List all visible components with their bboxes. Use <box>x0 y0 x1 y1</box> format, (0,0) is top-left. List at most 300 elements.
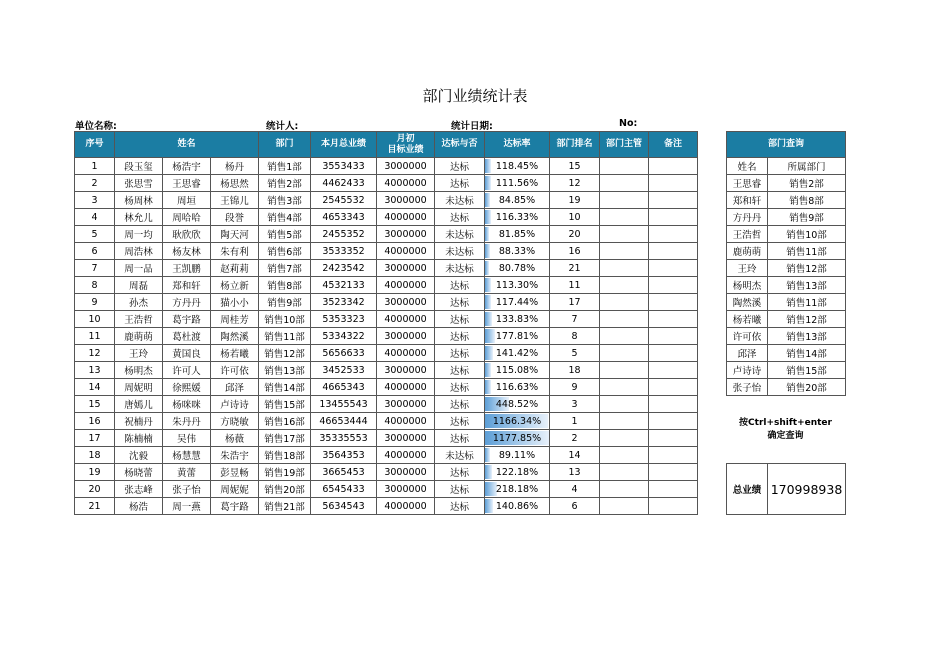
cell-name-3[interactable]: 杨若曦 <box>211 345 259 362</box>
cell-month-perf[interactable]: 4653343 <box>311 209 377 226</box>
cell-rank[interactable]: 10 <box>550 209 600 226</box>
cell-rate[interactable] <box>485 158 550 175</box>
lookup-dept[interactable]: 销售10部 <box>768 226 846 243</box>
cell-manager[interactable] <box>600 413 649 430</box>
cell-dept[interactable]: 销售19部 <box>259 464 311 481</box>
cell-name-1[interactable]: 周浩林 <box>115 243 163 260</box>
rate-text: 117.44% <box>495 296 539 308</box>
cell-month-perf[interactable]: 5656633 <box>311 345 377 362</box>
cell-month-perf[interactable]: 3564353 <box>311 447 377 464</box>
cell-dept[interactable]: 销售11部 <box>259 328 311 345</box>
cell-name-3[interactable]: 方晓敏 <box>211 413 259 430</box>
cell-target[interactable]: 3000000 <box>377 226 435 243</box>
cell-remark[interactable] <box>649 260 698 277</box>
lookup-dept[interactable]: 销售12部 <box>768 260 846 277</box>
lookup-name[interactable]: 邱泽 <box>727 345 768 362</box>
cell-manager[interactable] <box>600 175 649 192</box>
cell-rate[interactable] <box>485 464 550 481</box>
cell-name-1[interactable]: 周一品 <box>115 260 163 277</box>
cell-month-perf[interactable]: 3553433 <box>311 158 377 175</box>
rate-text: 115.08% <box>495 364 539 376</box>
cell-target[interactable]: 4000000 <box>377 311 435 328</box>
cell-seq[interactable]: 2 <box>75 175 115 192</box>
lookup-title[interactable]: 部门查询 <box>727 132 846 158</box>
lookup-name[interactable]: 张子怡 <box>727 379 768 396</box>
cell-month-perf[interactable]: 35335553 <box>311 430 377 447</box>
cell-seq[interactable]: 20 <box>75 481 115 498</box>
cell-manager[interactable] <box>600 447 649 464</box>
cell-name-3[interactable]: 杨立新 <box>211 277 259 294</box>
cell-rank[interactable]: 20 <box>550 226 600 243</box>
header-target[interactable] <box>377 132 435 158</box>
cell-status[interactable]: 达标 <box>435 294 485 311</box>
cell-seq[interactable]: 17 <box>75 430 115 447</box>
cell-dept[interactable]: 销售12部 <box>259 345 311 362</box>
cell-rate[interactable] <box>485 498 550 515</box>
cell-name-1[interactable]: 杨晓蕾 <box>115 464 163 481</box>
cell-name-1[interactable]: 沈毅 <box>115 447 163 464</box>
cell-target[interactable]: 3000000 <box>377 192 435 209</box>
lookup-name[interactable]: 王思睿 <box>727 175 768 192</box>
cell-name-3[interactable]: 王锦儿 <box>211 192 259 209</box>
cell-rate[interactable] <box>485 277 550 294</box>
cell-remark[interactable] <box>649 447 698 464</box>
cell-remark[interactable] <box>649 209 698 226</box>
cell-rank[interactable]: 19 <box>550 192 600 209</box>
lookup-dept[interactable]: 销售12部 <box>768 311 846 328</box>
cell-rank[interactable]: 13 <box>550 464 600 481</box>
lookup-name[interactable]: 郑和轩 <box>727 192 768 209</box>
cell-status[interactable]: 达标 <box>435 481 485 498</box>
cell-name-3[interactable]: 朱浩宇 <box>211 447 259 464</box>
cell-manager[interactable] <box>600 396 649 413</box>
header-rate[interactable]: 达标率 <box>485 132 550 158</box>
cell-name-2[interactable]: 周哈哈 <box>163 209 211 226</box>
cell-manager[interactable] <box>600 430 649 447</box>
cell-manager[interactable] <box>600 345 649 362</box>
cell-remark[interactable] <box>649 328 698 345</box>
cell-target[interactable]: 4000000 <box>377 243 435 260</box>
cell-rate[interactable] <box>485 226 550 243</box>
cell-month-perf[interactable]: 2423542 <box>311 260 377 277</box>
cell-rank[interactable]: 4 <box>550 481 600 498</box>
cell-name-2[interactable]: 王凯鹏 <box>163 260 211 277</box>
cell-month-perf[interactable]: 3665453 <box>311 464 377 481</box>
lookup-name[interactable]: 鹿萌萌 <box>727 243 768 260</box>
cell-name-2[interactable]: 张子怡 <box>163 481 211 498</box>
cell-seq[interactable]: 7 <box>75 260 115 277</box>
cell-manager[interactable] <box>600 464 649 481</box>
cell-remark[interactable] <box>649 294 698 311</box>
cell-month-perf[interactable]: 5634543 <box>311 498 377 515</box>
cell-remark[interactable] <box>649 464 698 481</box>
cell-manager[interactable] <box>600 311 649 328</box>
cell-remark[interactable] <box>649 243 698 260</box>
cell-manager[interactable] <box>600 362 649 379</box>
rate-text: 218.18% <box>495 483 539 495</box>
cell-rate[interactable] <box>485 362 550 379</box>
cell-dept[interactable]: 销售4部 <box>259 209 311 226</box>
cell-remark[interactable] <box>649 277 698 294</box>
cell-name-3[interactable]: 陶然溪 <box>211 328 259 345</box>
cell-status[interactable]: 达标 <box>435 430 485 447</box>
cell-remark[interactable] <box>649 158 698 175</box>
cell-remark[interactable] <box>649 175 698 192</box>
cell-dept[interactable]: 销售2部 <box>259 175 311 192</box>
cell-status[interactable]: 未达标 <box>435 226 485 243</box>
cell-name-3[interactable]: 赵莉莉 <box>211 260 259 277</box>
cell-dept[interactable]: 销售15部 <box>259 396 311 413</box>
lookup-dept[interactable]: 销售8部 <box>768 192 846 209</box>
lookup-dept[interactable]: 销售15部 <box>768 362 846 379</box>
cell-name-1[interactable]: 周一均 <box>115 226 163 243</box>
cell-seq[interactable]: 9 <box>75 294 115 311</box>
cell-status[interactable]: 达标 <box>435 413 485 430</box>
cell-name-3[interactable]: 葛宇路 <box>211 498 259 515</box>
lookup-dept[interactable]: 销售20部 <box>768 379 846 396</box>
cell-dept[interactable]: 销售13部 <box>259 362 311 379</box>
cell-rank[interactable]: 17 <box>550 294 600 311</box>
lookup-row <box>727 345 846 362</box>
cell-remark[interactable] <box>649 396 698 413</box>
cell-status[interactable]: 达标 <box>435 396 485 413</box>
lookup-name[interactable]: 卢诗诗 <box>727 362 768 379</box>
cell-rank[interactable]: 21 <box>550 260 600 277</box>
cell-rank[interactable]: 7 <box>550 311 600 328</box>
cell-month-perf[interactable]: 2455352 <box>311 226 377 243</box>
cell-manager[interactable] <box>600 481 649 498</box>
cell-name-2[interactable]: 葛宇路 <box>163 311 211 328</box>
cell-name-1[interactable]: 张思雪 <box>115 175 163 192</box>
cell-rate[interactable] <box>485 430 550 447</box>
cell-name-1[interactable]: 周妮明 <box>115 379 163 396</box>
cell-status[interactable]: 未达标 <box>435 260 485 277</box>
cell-name-1[interactable]: 周磊 <box>115 277 163 294</box>
cell-remark[interactable] <box>649 226 698 243</box>
lookup-col-dept[interactable]: 所属部门 <box>768 158 846 175</box>
cell-target[interactable]: 4000000 <box>377 175 435 192</box>
cell-target[interactable]: 4000000 <box>377 379 435 396</box>
cell-dept[interactable]: 销售21部 <box>259 498 311 515</box>
header-seq[interactable]: 序号 <box>75 132 115 158</box>
cell-status[interactable]: 未达标 <box>435 192 485 209</box>
cell-dept[interactable]: 销售7部 <box>259 260 311 277</box>
cell-month-perf[interactable]: 2545532 <box>311 192 377 209</box>
cell-rate[interactable] <box>485 209 550 226</box>
cell-target[interactable]: 3000000 <box>377 294 435 311</box>
lookup-name[interactable]: 王玲 <box>727 260 768 277</box>
cell-rate[interactable] <box>485 260 550 277</box>
cell-name-2[interactable]: 黄国良 <box>163 345 211 362</box>
cell-status[interactable]: 达标 <box>435 345 485 362</box>
cell-rank[interactable]: 15 <box>550 158 600 175</box>
cell-target[interactable]: 4000000 <box>377 209 435 226</box>
cell-month-perf[interactable]: 3533352 <box>311 243 377 260</box>
lookup-dept[interactable]: 销售13部 <box>768 277 846 294</box>
cell-name-2[interactable]: 葛杜渡 <box>163 328 211 345</box>
cell-dept[interactable]: 销售14部 <box>259 379 311 396</box>
cell-rate[interactable] <box>485 447 550 464</box>
cell-month-perf[interactable]: 6545433 <box>311 481 377 498</box>
cell-manager[interactable] <box>600 277 649 294</box>
cell-status[interactable]: 达标 <box>435 158 485 175</box>
cell-status[interactable]: 达标 <box>435 175 485 192</box>
cell-seq[interactable]: 1 <box>75 158 115 175</box>
cell-status[interactable]: 未达标 <box>435 243 485 260</box>
cell-status[interactable]: 未达标 <box>435 447 485 464</box>
header-remark[interactable]: 备注 <box>649 132 698 158</box>
cell-seq[interactable]: 12 <box>75 345 115 362</box>
cell-status[interactable]: 达标 <box>435 464 485 481</box>
cell-rank[interactable]: 3 <box>550 396 600 413</box>
cell-rate[interactable] <box>485 175 550 192</box>
cell-name-1[interactable]: 张志峰 <box>115 481 163 498</box>
cell-target[interactable]: 3000000 <box>377 430 435 447</box>
cell-dept[interactable]: 销售1部 <box>259 158 311 175</box>
cell-remark[interactable] <box>649 481 698 498</box>
cell-month-perf[interactable]: 13455543 <box>311 396 377 413</box>
lookup-dept[interactable]: 销售9部 <box>768 209 846 226</box>
cell-name-1[interactable]: 唐嫣儿 <box>115 396 163 413</box>
cell-seq[interactable]: 6 <box>75 243 115 260</box>
cell-manager[interactable] <box>600 226 649 243</box>
cell-seq[interactable]: 4 <box>75 209 115 226</box>
cell-month-perf[interactable]: 4665343 <box>311 379 377 396</box>
cell-rate[interactable] <box>485 396 550 413</box>
lookup-dept[interactable]: 销售11部 <box>768 294 846 311</box>
cell-target[interactable]: 3000000 <box>377 328 435 345</box>
cell-manager[interactable] <box>600 498 649 515</box>
lookup-name[interactable]: 方丹丹 <box>727 209 768 226</box>
table-row <box>75 277 698 294</box>
cell-seq[interactable]: 19 <box>75 464 115 481</box>
cell-name-3[interactable]: 周妮妮 <box>211 481 259 498</box>
cell-remark[interactable] <box>649 413 698 430</box>
cell-dept[interactable]: 销售8部 <box>259 277 311 294</box>
cell-status[interactable]: 达标 <box>435 311 485 328</box>
cell-target[interactable]: 3000000 <box>377 464 435 481</box>
cell-dept[interactable]: 销售10部 <box>259 311 311 328</box>
header-dept[interactable]: 部门 <box>259 132 311 158</box>
cell-manager[interactable] <box>600 260 649 277</box>
cell-target[interactable]: 3000000 <box>377 481 435 498</box>
cell-dept[interactable]: 销售20部 <box>259 481 311 498</box>
total-value[interactable]: 170998938 <box>768 464 846 515</box>
cell-rate[interactable] <box>485 192 550 209</box>
cell-target[interactable]: 4000000 <box>377 498 435 515</box>
cell-manager[interactable] <box>600 192 649 209</box>
cell-name-1[interactable]: 段玉玺 <box>115 158 163 175</box>
lookup-dept[interactable]: 销售2部 <box>768 175 846 192</box>
cell-rate[interactable] <box>485 413 550 430</box>
lookup-name[interactable]: 陶然溪 <box>727 294 768 311</box>
cell-target[interactable]: 4000000 <box>377 277 435 294</box>
cell-status[interactable]: 达标 <box>435 379 485 396</box>
cell-month-perf[interactable]: 3523342 <box>311 294 377 311</box>
cell-seq[interactable]: 16 <box>75 413 115 430</box>
lookup-dept[interactable]: 销售14部 <box>768 345 846 362</box>
cell-month-perf[interactable]: 46653444 <box>311 413 377 430</box>
cell-name-1[interactable]: 孙杰 <box>115 294 163 311</box>
header-name[interactable]: 姓名 <box>115 132 259 158</box>
cell-rate[interactable] <box>485 243 550 260</box>
cell-rank[interactable]: 8 <box>550 328 600 345</box>
cell-name-1[interactable]: 杨明杰 <box>115 362 163 379</box>
cell-rate[interactable] <box>485 345 550 362</box>
cell-name-2[interactable]: 周一燕 <box>163 498 211 515</box>
cell-name-2[interactable]: 郑和轩 <box>163 277 211 294</box>
cell-rank[interactable]: 1 <box>550 413 600 430</box>
cell-seq[interactable]: 14 <box>75 379 115 396</box>
cell-name-2[interactable]: 周垣 <box>163 192 211 209</box>
cell-name-1[interactable]: 鹿萌萌 <box>115 328 163 345</box>
cell-remark[interactable] <box>649 311 698 328</box>
cell-rank[interactable]: 14 <box>550 447 600 464</box>
cell-name-2[interactable]: 杨慧慧 <box>163 447 211 464</box>
lookup-dept[interactable]: 销售11部 <box>768 243 846 260</box>
cell-name-3[interactable]: 杨丹 <box>211 158 259 175</box>
cell-target[interactable]: 3000000 <box>377 260 435 277</box>
cell-rate[interactable] <box>485 379 550 396</box>
cell-month-perf[interactable]: 3452533 <box>311 362 377 379</box>
cell-name-3[interactable]: 陶天河 <box>211 226 259 243</box>
cell-name-2[interactable]: 许可人 <box>163 362 211 379</box>
cell-seq[interactable]: 10 <box>75 311 115 328</box>
header-month-perf[interactable]: 本月总业绩 <box>311 132 377 158</box>
cell-seq[interactable]: 5 <box>75 226 115 243</box>
cell-dept[interactable]: 销售3部 <box>259 192 311 209</box>
cell-name-1[interactable]: 王浩哲 <box>115 311 163 328</box>
cell-name-3[interactable]: 卢诗诗 <box>211 396 259 413</box>
cell-name-3[interactable]: 朱有利 <box>211 243 259 260</box>
cell-seq[interactable]: 21 <box>75 498 115 515</box>
cell-name-1[interactable]: 杨浩 <box>115 498 163 515</box>
cell-month-perf[interactable]: 4532133 <box>311 277 377 294</box>
cell-name-2[interactable]: 吴伟 <box>163 430 211 447</box>
cell-name-2[interactable]: 杨咪咪 <box>163 396 211 413</box>
cell-remark[interactable] <box>649 192 698 209</box>
cell-seq[interactable]: 15 <box>75 396 115 413</box>
cell-status[interactable]: 达标 <box>435 498 485 515</box>
cell-rate[interactable] <box>485 328 550 345</box>
cell-name-3[interactable]: 彭昱畅 <box>211 464 259 481</box>
cell-rank[interactable]: 11 <box>550 277 600 294</box>
lookup-name[interactable]: 王浩哲 <box>727 226 768 243</box>
total-label[interactable]: 总业绩 <box>727 464 768 515</box>
cell-status[interactable]: 达标 <box>435 362 485 379</box>
cell-remark[interactable] <box>649 430 698 447</box>
header-rank[interactable]: 部门排名 <box>550 132 600 158</box>
cell-manager[interactable] <box>600 209 649 226</box>
cell-remark[interactable] <box>649 362 698 379</box>
cell-dept[interactable]: 销售16部 <box>259 413 311 430</box>
cell-name-3[interactable]: 杨思然 <box>211 175 259 192</box>
lookup-dept[interactable]: 销售13部 <box>768 328 846 345</box>
table-row <box>75 243 698 260</box>
cell-name-2[interactable]: 杨浩宇 <box>163 158 211 175</box>
cell-dept[interactable]: 销售17部 <box>259 430 311 447</box>
cell-target[interactable]: 4000000 <box>377 413 435 430</box>
cell-manager[interactable] <box>600 243 649 260</box>
cell-manager[interactable] <box>600 294 649 311</box>
cell-rank[interactable]: 5 <box>550 345 600 362</box>
cell-target[interactable]: 3000000 <box>377 158 435 175</box>
header-reached[interactable]: 达标与否 <box>435 132 485 158</box>
cell-name-2[interactable]: 耿欣欣 <box>163 226 211 243</box>
cell-rank[interactable]: 18 <box>550 362 600 379</box>
cell-name-1[interactable]: 杨周林 <box>115 192 163 209</box>
cell-name-2[interactable]: 王思睿 <box>163 175 211 192</box>
lookup-col-name[interactable]: 姓名 <box>727 158 768 175</box>
cell-rate[interactable] <box>485 311 550 328</box>
cell-seq[interactable]: 11 <box>75 328 115 345</box>
cell-target[interactable]: 4000000 <box>377 345 435 362</box>
cell-remark[interactable] <box>649 498 698 515</box>
cell-name-3[interactable]: 杨薇 <box>211 430 259 447</box>
cell-name-3[interactable]: 许可依 <box>211 362 259 379</box>
cell-name-1[interactable]: 林允儿 <box>115 209 163 226</box>
cell-dept[interactable]: 销售9部 <box>259 294 311 311</box>
cell-name-2[interactable]: 朱丹丹 <box>163 413 211 430</box>
lookup-name[interactable]: 杨若曦 <box>727 311 768 328</box>
cell-rank[interactable]: 16 <box>550 243 600 260</box>
cell-rate[interactable] <box>485 481 550 498</box>
cell-name-3[interactable]: 猫小小 <box>211 294 259 311</box>
cell-rank[interactable]: 12 <box>550 175 600 192</box>
cell-rate[interactable] <box>485 294 550 311</box>
cell-seq[interactable]: 13 <box>75 362 115 379</box>
cell-dept[interactable]: 销售5部 <box>259 226 311 243</box>
lookup-name[interactable]: 杨明杰 <box>727 277 768 294</box>
cell-name-3[interactable]: 段誉 <box>211 209 259 226</box>
cell-manager[interactable] <box>600 379 649 396</box>
cell-status[interactable]: 达标 <box>435 328 485 345</box>
cell-name-3[interactable]: 周桂芳 <box>211 311 259 328</box>
cell-rank[interactable]: 6 <box>550 498 600 515</box>
cell-name-1[interactable]: 陈楠楠 <box>115 430 163 447</box>
cell-seq[interactable]: 8 <box>75 277 115 294</box>
cell-name-3[interactable]: 邱泽 <box>211 379 259 396</box>
cell-seq[interactable]: 18 <box>75 447 115 464</box>
cell-month-perf[interactable]: 5353323 <box>311 311 377 328</box>
cell-month-perf[interactable]: 4462433 <box>311 175 377 192</box>
cell-target[interactable]: 4000000 <box>377 447 435 464</box>
cell-name-2[interactable]: 徐熙媛 <box>163 379 211 396</box>
cell-name-2[interactable]: 黄蕾 <box>163 464 211 481</box>
cell-target[interactable]: 3000000 <box>377 362 435 379</box>
lookup-name[interactable]: 许可依 <box>727 328 768 345</box>
cell-manager[interactable] <box>600 328 649 345</box>
cell-status[interactable]: 达标 <box>435 209 485 226</box>
cell-manager[interactable] <box>600 158 649 175</box>
cell-name-2[interactable]: 杨友林 <box>163 243 211 260</box>
cell-target[interactable]: 3000000 <box>377 396 435 413</box>
cell-month-perf[interactable]: 5334322 <box>311 328 377 345</box>
cell-rank[interactable]: 9 <box>550 379 600 396</box>
cell-status[interactable]: 达标 <box>435 277 485 294</box>
cell-name-1[interactable]: 王玲 <box>115 345 163 362</box>
cell-name-2[interactable]: 方丹丹 <box>163 294 211 311</box>
cell-dept[interactable]: 销售6部 <box>259 243 311 260</box>
cell-remark[interactable] <box>649 345 698 362</box>
cell-name-1[interactable]: 祝楠丹 <box>115 413 163 430</box>
query-hint-line1: 按Ctrl+shift+enter <box>739 418 832 428</box>
cell-seq[interactable]: 3 <box>75 192 115 209</box>
cell-remark[interactable] <box>649 379 698 396</box>
header-manager[interactable]: 部门主管 <box>600 132 649 158</box>
cell-dept[interactable]: 销售18部 <box>259 447 311 464</box>
cell-rank[interactable]: 2 <box>550 430 600 447</box>
